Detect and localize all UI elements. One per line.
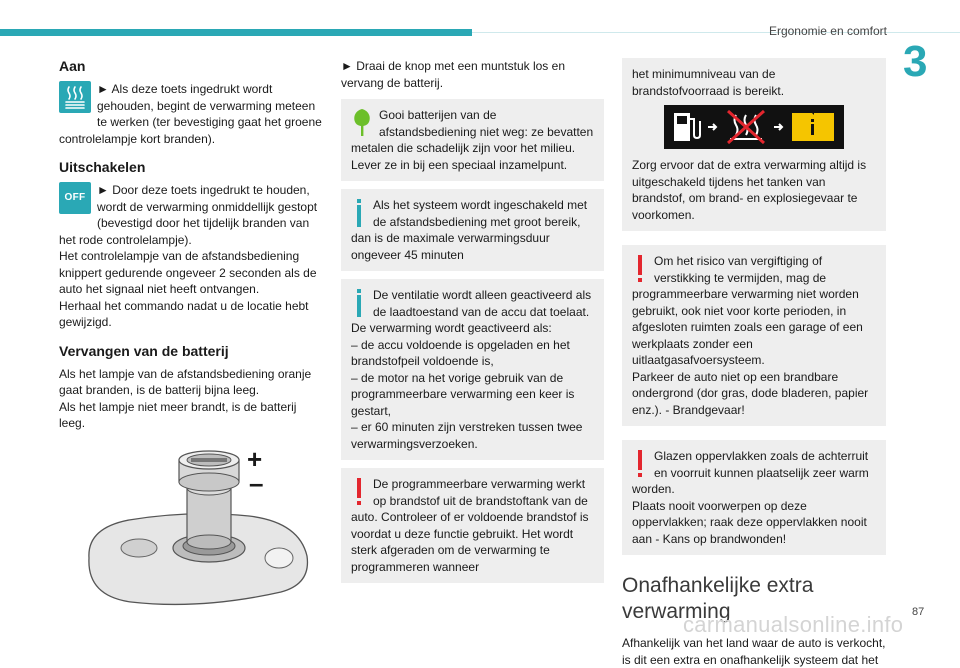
column-1 bbox=[59, 58, 322, 612]
warning-icon bbox=[632, 253, 648, 283]
section-title-onafhankelijke-verwarming: Onafhankelijke extra verwarming bbox=[622, 574, 814, 623]
note-range-text: Als het systeem wordt ingeschakeld met de afstandsbediening met groot bereik, dan is de maximale verwarmingsduur ongeveer 45 minuten bbox=[351, 198, 588, 262]
warning-symbol-strip bbox=[664, 105, 844, 149]
warning-fuel-continued bbox=[622, 58, 886, 231]
warning-icon bbox=[632, 448, 648, 478]
warning-hot-glass bbox=[622, 440, 886, 555]
warning-fuel bbox=[341, 468, 604, 583]
page-number: 87 bbox=[912, 606, 925, 618]
aan-block bbox=[59, 81, 322, 147]
off-button-icon bbox=[59, 182, 91, 214]
note-vent-1: De ventilatie wordt alleen geactiveerd als de laadtoestand van de accu dat toelaat. bbox=[373, 288, 592, 319]
chapter-number: 3 bbox=[903, 37, 928, 86]
battery-replacement-illustration bbox=[79, 444, 309, 608]
note-vent-3: – de accu voldoende is opgeladen en het brandstofpeil voldoende is, bbox=[351, 337, 570, 368]
note-range bbox=[341, 189, 604, 271]
uitschakelen-section bbox=[59, 159, 322, 331]
warning-fuel-text: De programmeerbare verwarming werkt op brandstof uit de brandstoftank van de auto. Controleer of er voldoende brandstof is voordat u deze functie gebruikt. Het wordt sterk afgeraden om de verwarming te programmeren wanneer bbox=[351, 477, 589, 574]
leaf-icon bbox=[351, 107, 373, 137]
battery-instruction: ► Draai de knop met een muntstuk los en vervang de batterij. bbox=[341, 59, 565, 90]
column-3 bbox=[622, 58, 886, 668]
section-title-aan: Aan bbox=[59, 58, 86, 74]
batterij-section bbox=[59, 343, 322, 432]
fuel-continued-text-2: Zorg ervoor dat de extra verwarming altijd is uitgeschakeld tijdens het tanken van brandstof, om brand- en explosiegevaar te voorkomen. bbox=[632, 158, 867, 222]
batt-text-1: Als het lampje van de afstandsbediening oranje gaat branden, is de batterij bijna leeg. bbox=[59, 366, 312, 397]
watermark: carmanualsonline.info bbox=[683, 612, 904, 637]
warning-poisoning-text: Om het risico van vergiftiging of verstikking te vermijden, mag de programmeerbare verwarming niet worden gebruikt, ook niet voor korte perioden, in afgesloten ruimten zoals een garage of een werkplaats zonder een uitlaatgasafvoersysteem. bbox=[632, 254, 863, 367]
note-vent-5: – er 60 minuten zijn verstreken tussen twee verwarmingsverzoeken. bbox=[351, 420, 583, 451]
aan-text: ► Als deze toets ingedrukt wordt gehouden, begint de verwarming meteen te werken (ter bevestiging gaat het groene controlelampje kort branden). bbox=[59, 82, 322, 146]
warning-hot-glass-text: Glazen oppervlakken zoals de achterruit en voorruit kunnen plaatselijk zeer warm worden. bbox=[632, 449, 869, 496]
note-environment bbox=[341, 99, 604, 181]
info-icon bbox=[351, 287, 367, 317]
uit-text: ► Door deze toets ingedrukt te houden, wordt de verwarming onmiddellijk gestopt (bevestigd door het tijdelijk branden van het rode controlelampje). bbox=[59, 183, 318, 247]
warning-poisoning bbox=[622, 245, 886, 426]
uit-text-2: Het controlelampje van de afstandsbediening knippert gedurende ongeveer 2 seconden als de auto het signaal niet heeft ontvangen. bbox=[59, 249, 317, 296]
batt-text-2: Als het lampje niet meer brandt, is de batterij leeg. bbox=[59, 399, 297, 430]
heater-icon bbox=[59, 81, 91, 113]
section-title-uitschakelen: Uitschakelen bbox=[59, 159, 146, 175]
minus-sign: – bbox=[249, 468, 264, 498]
info-icon bbox=[351, 197, 367, 227]
plus-sign: + bbox=[247, 444, 263, 474]
final-paragraph: Afhankelijk van het land waar de auto is verkocht, is dit een extra en onafhankelijk systeem dat het bbox=[622, 636, 886, 667]
manual-book-icon bbox=[792, 113, 834, 141]
note-vent-4: – de motor na het vorige gebruik van de programmeerbare verwarming een keer is gestart, bbox=[351, 370, 575, 418]
note-ventilation bbox=[341, 279, 604, 460]
warning-icon bbox=[351, 476, 367, 506]
warning-poisoning-text-2: Parkeer de auto niet op een brandbare ondergrond (dor gras, dode bladeren, papier enz.). - Brandgevaar! bbox=[632, 369, 869, 417]
header-accent-bar bbox=[0, 29, 472, 36]
warning-hot-glass-text-2: Plaats nooit voorwerpen op deze oppervlakken; raak deze oppervlakken nooit aan - Kans op brandwonden! bbox=[632, 498, 867, 546]
column-2 bbox=[341, 58, 604, 583]
note-environment-text: Gooi batterijen van de afstandsbediening niet weg: ze bevatten metalen die schadelijk zijn voor het milieu. Lever ze in bij een speciaal inzamelpunt. bbox=[351, 108, 594, 172]
section-title-batterij: Vervangen van de batterij bbox=[59, 342, 229, 359]
fuel-continued-text: het minimumniveau van de brandstofvoorraad is bereikt. bbox=[632, 67, 785, 98]
off-button-label: OFF bbox=[64, 191, 86, 203]
note-vent-2: De verwarming wordt geactiveerd als: bbox=[351, 321, 552, 335]
header-title: Ergonomie en comfort bbox=[768, 24, 887, 38]
uit-text-3: Herhaal het commando nadat u de locatie hebt gewijzigd. bbox=[59, 298, 309, 329]
